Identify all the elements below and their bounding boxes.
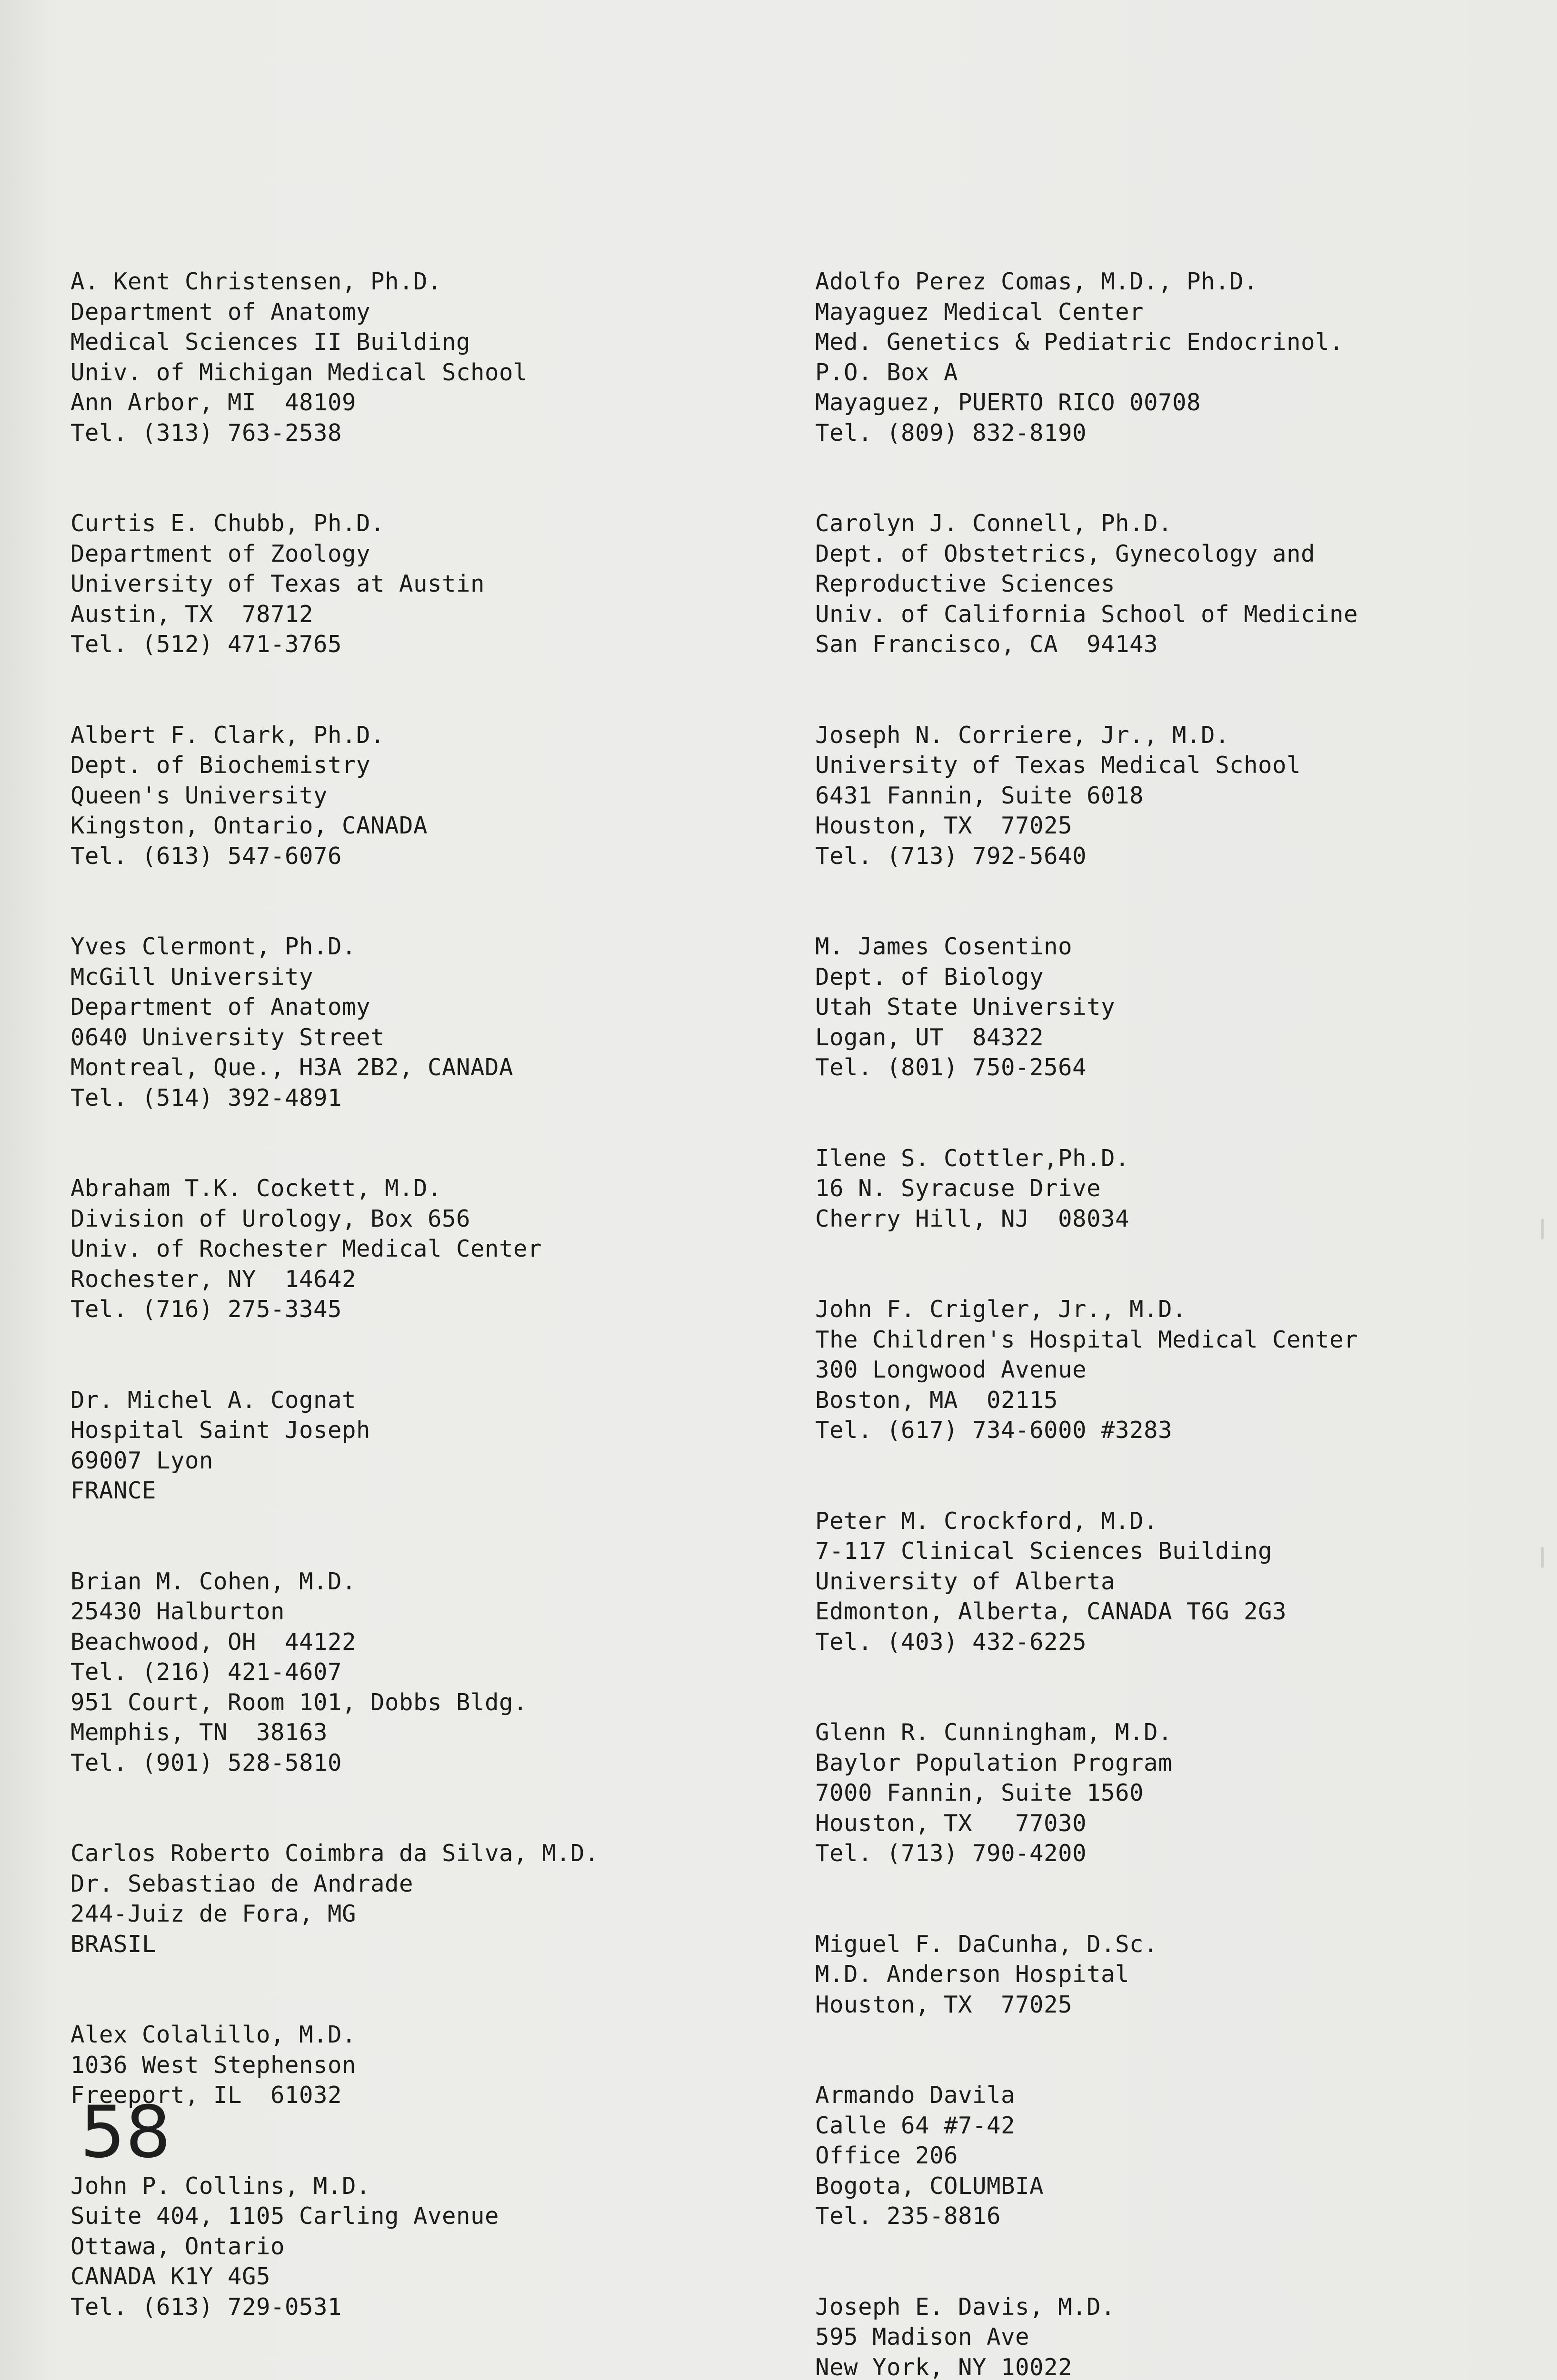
entry-address-line: Univ. of Rochester Medical Center [70, 1235, 542, 1262]
entry-address-line: Tel. (617) 734-6000 #3283 [815, 1417, 1173, 1444]
page-number: 58 [80, 2091, 171, 2174]
entry-address-line: Ottawa, Ontario [70, 2232, 285, 2260]
entry-address-line: University of Texas Medical School [815, 752, 1301, 779]
entry-name: Alex Colalillo, M.D. [70, 2021, 357, 2048]
entry-address-line: 7-117 Clinical Sciences Building [815, 1537, 1273, 1565]
entry-address-line: McGill University [70, 963, 314, 991]
entry-address-line: Kingston, Ontario, CANADA [70, 812, 428, 839]
entry-address-line: Memphis, TN 38163 [70, 1719, 328, 1746]
entry-address-line: 25430 Halburton [70, 1598, 285, 1625]
entry-address-line: Ann Arbor, MI 48109 [70, 389, 357, 416]
entry-address-line: The Children's Hospital Medical Center [815, 1326, 1358, 1353]
directory-entry [70, 1385, 785, 1506]
entry-name: Yves Clermont, Ph.D. [70, 933, 357, 960]
directory-entry [815, 1929, 1548, 2020]
entry-address-line: Tel. (801) 750-2564 [815, 1054, 1087, 1081]
entry-name: Glenn R. Cunningham, M.D. [815, 1719, 1173, 1746]
entry-address-line: Tel. (313) 763-2538 [70, 419, 342, 446]
entry-address-line: Division of Urology, Box 656 [70, 1205, 471, 1232]
entry-address-line: 69007 Lyon [70, 1447, 214, 1474]
entry-address-line: Tel. (512) 471-3765 [70, 631, 342, 658]
entry-address-line: 1036 West Stephenson [70, 2051, 357, 2079]
entry-address-line: Univ. of California School of Medicine [815, 600, 1358, 628]
entry-address-line: 6431 Fannin, Suite 6018 [815, 782, 1144, 809]
directory-entry [815, 2292, 1548, 2380]
entry-address-line: Logan, UT 84322 [815, 1023, 1044, 1051]
entry-address-line: Houston, TX 77030 [815, 1809, 1087, 1837]
entry-name: John F. Crigler, Jr., M.D. [815, 1296, 1187, 1323]
entry-address-line: Office 206 [815, 2142, 958, 2169]
entry-address-line: Tel. 235-8816 [815, 2202, 1001, 2230]
directory-entry [815, 720, 1548, 872]
directory-entry [815, 1506, 1548, 1657]
entry-address-line: Dept. of Obstetrics, Gynecology and [815, 540, 1316, 567]
entry-address-line: Houston, TX 77025 [815, 1991, 1073, 2018]
entry-address-line: BRASIL [70, 1930, 157, 1958]
entry-address-line: Tel. (713) 790-4200 [815, 1840, 1087, 1867]
directory-entry [815, 508, 1548, 660]
entry-address-line: 7000 Fannin, Suite 1560 [815, 1779, 1144, 1806]
entry-name: Carlos Roberto Coimbra da Silva, M.D. [70, 1840, 599, 1867]
entry-address-line: Tel. (716) 275-3345 [70, 1296, 342, 1323]
entry-address-line: Mayaguez Medical Center [815, 298, 1144, 326]
entry-address-line: Hospital Saint Joseph [70, 1417, 371, 1444]
entry-address-line: Medical Sciences II Building [70, 328, 471, 356]
directory-entry [815, 2080, 1548, 2231]
entry-name: Adolfo Perez Comas, M.D., Ph.D. [815, 268, 1258, 295]
entry-address-line: Cherry Hill, NJ 08034 [815, 1205, 1130, 1232]
entry-address-line: Univ. of Michigan Medical School [70, 358, 528, 386]
entry-address-line: CANADA K1Y 4G5 [70, 2263, 271, 2290]
entry-name: John P. Collins, M.D. [70, 2172, 371, 2200]
entry-name: Curtis E. Chubb, Ph.D. [70, 510, 385, 537]
entry-address-line: P.O. Box A [815, 358, 958, 386]
entry-address-line: 16 N. Syracuse Drive [815, 1175, 1101, 1202]
entry-address-line: Tel. (403) 432-6225 [815, 1628, 1087, 1656]
directory-entry [70, 267, 785, 448]
directory-entry [70, 1173, 785, 1325]
entry-address-line: Baylor Population Program [815, 1749, 1173, 1776]
directory-entry [815, 932, 1548, 1083]
directory-entry [70, 720, 785, 872]
entry-address-line: Utah State University [815, 993, 1116, 1021]
entry-address-line: Tel. (613) 729-0531 [70, 2293, 342, 2320]
entry-address-line: Tel. (216) 421-4607 [70, 1658, 342, 1686]
entry-address-line: Dept. of Biochemistry [70, 752, 371, 779]
directory-entry [70, 932, 785, 1113]
entry-address-line: 300 Longwood Avenue [815, 1356, 1087, 1383]
entry-address-line: Calle 64 #7-42 [815, 2112, 1016, 2139]
entry-address-line: Bogota, COLUMBIA [815, 2172, 1044, 2200]
entry-address-line: M.D. Anderson Hospital [815, 1961, 1130, 1988]
entry-address-line: Dr. Sebastiao de Andrade [70, 1870, 414, 1897]
entry-address-line: Tel. (809) 832-8190 [815, 419, 1087, 446]
directory-entry [815, 1717, 1548, 1869]
entry-name: Dr. Michel A. Cognat [70, 1386, 357, 1414]
entry-address-line: 244-Juiz de Fora, MG [70, 1900, 357, 1927]
entry-address-line: Dept. of Biology [815, 963, 1044, 991]
entry-address-line: Queen's University [70, 782, 328, 809]
entry-address-line: Tel. (514) 392-4891 [70, 1084, 342, 1111]
directory-entry [815, 1143, 1548, 1234]
directory-entry [70, 508, 785, 660]
entry-name: Brian M. Cohen, M.D. [70, 1567, 357, 1595]
entry-address-line: New York, NY 10022 [815, 2353, 1073, 2380]
directory-entry [815, 1294, 1548, 1446]
entry-address-line: Suite 404, 1105 Carling Avenue [70, 2202, 499, 2230]
directory-entry [70, 1838, 785, 1959]
entry-address-line: 595 Madison Ave [815, 2323, 1030, 2350]
entry-name: Joseph N. Corriere, Jr., M.D. [815, 721, 1230, 749]
entry-name: M. James Cosentino [815, 933, 1073, 960]
right-directory-column [815, 267, 1548, 2380]
entry-address-line: 0640 University Street [70, 1023, 385, 1051]
entry-name: Peter M. Crockford, M.D. [815, 1507, 1158, 1535]
entry-address-line: Tel. (713) 792-5640 [815, 842, 1087, 870]
entry-address-line: University of Texas at Austin [70, 570, 485, 597]
entry-address-line: Reproductive Sciences [815, 570, 1116, 597]
entry-address-line: Montreal, Que., H3A 2B2, CANADA [70, 1054, 514, 1081]
entry-address-line: Boston, MA 02115 [815, 1386, 1058, 1414]
entry-address-line: Beachwood, OH 44122 [70, 1628, 357, 1656]
entry-name: Miguel F. DaCunha, D.Sc. [815, 1930, 1158, 1958]
entry-name: Albert F. Clark, Ph.D. [70, 721, 385, 749]
directory-entry [70, 2020, 785, 2111]
entry-name: Joseph E. Davis, M.D. [815, 2293, 1116, 2320]
entry-address-line: Tel. (613) 547-6076 [70, 842, 342, 870]
entry-address-line: Mayaguez, PUERTO RICO 00708 [815, 389, 1201, 416]
entry-address-line: 951 Court, Room 101, Dobbs Bldg. [70, 1688, 528, 1716]
directory-entry [815, 267, 1548, 448]
entry-address-line: San Francisco, CA 94143 [815, 631, 1158, 658]
entry-address-line: Tel. (901) 528-5810 [70, 1749, 342, 1776]
entry-name: Abraham T.K. Cockett, M.D. [70, 1175, 442, 1202]
directory-entry [70, 1567, 785, 1778]
directory-entry [70, 2171, 785, 2322]
entry-address-line: Department of Zoology [70, 540, 371, 567]
entry-address-line: FRANCE [70, 1477, 157, 1504]
entry-address-line: University of Alberta [815, 1567, 1116, 1595]
entry-address-line: Houston, TX 77025 [815, 812, 1073, 839]
entry-name: A. Kent Christensen, Ph.D. [70, 268, 442, 295]
entry-name: Armando Davila [815, 2082, 1016, 2109]
entry-address-line: Med. Genetics & Pediatric Endocrinol. [815, 328, 1344, 356]
entry-address-line: Department of Anatomy [70, 993, 371, 1021]
entry-name: Ilene S. Cottler,Ph.D. [815, 1144, 1130, 1172]
entry-address-line: Austin, TX 78712 [70, 600, 314, 628]
entry-address-line: Freeport, IL 61032 [70, 2082, 342, 2109]
entry-address-line: Department of Anatomy [70, 298, 371, 326]
left-directory-column [70, 267, 785, 2380]
entry-name: Carolyn J. Connell, Ph.D. [815, 510, 1173, 537]
entry-address-line: Edmonton, Alberta, CANADA T6G 2G3 [815, 1598, 1287, 1625]
entry-address-line: Rochester, NY 14642 [70, 1265, 357, 1293]
